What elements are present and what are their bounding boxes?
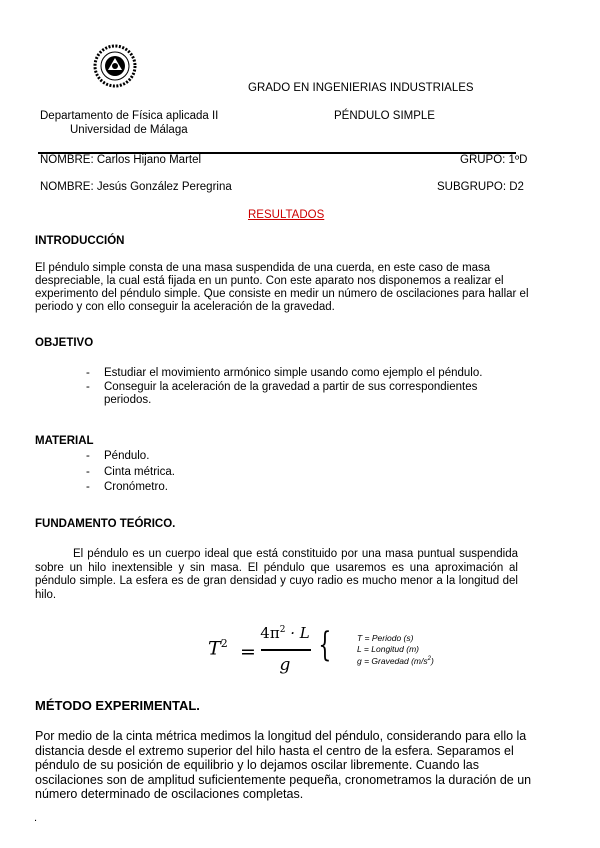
- intro-heading: INTRODUCCIÓN: [35, 235, 125, 247]
- formula-denominator: g: [279, 655, 291, 675]
- student-name-1: NOMBRE: Carlos Hijano Martel: [40, 154, 202, 166]
- formula-legend: [357, 633, 434, 666]
- degree-title: GRADO EN INGENIERIAS INDUSTRIALES: [248, 82, 474, 94]
- university-seal-logo: [93, 44, 137, 88]
- material-list: [86, 449, 526, 496]
- legend-item: T = Periodo (s): [357, 633, 414, 643]
- objective-heading: OBJETIVO: [35, 337, 94, 349]
- subgroup-label: SUBGRUPO: D2: [437, 181, 524, 193]
- department-name: Departamento de Física aplicada II: [40, 110, 219, 122]
- theory-heading: FUNDAMENTO TEÓRICO.: [35, 518, 176, 530]
- theory-paragraph: El péndulo es un cuerpo ideal que está constituido por una masa puntual suspendida sobre un hilo inextensible y sin masa. El péndulo que usaremos es una aproximación al péndulo simple. La esfera es de gran densidad y cuyo radio es mucho menor a la longitud del hilo.: [35, 548, 518, 601]
- material-heading: MATERIAL: [35, 435, 94, 447]
- trailing-mark: .: [34, 812, 38, 824]
- list-item: - Cinta métrica.: [86, 465, 526, 481]
- legend-item: g = Gravedad $(m/s^2)$: [357, 655, 434, 666]
- list-item: - Conseguir la aceleración de la gravedad a partir de sus correspondientes periodos.: [86, 381, 496, 408]
- equals-sign: =: [240, 641, 256, 663]
- formula-numerator: $4\pi^2 \cdot L$: [260, 624, 310, 642]
- intro-paragraph: El péndulo simple consta de una masa suspendida de una cuerda, en este caso de masa despreciable, la cual está fijada en un punto. Con este aparato nos disponemos a realizar el experimento del péndulo simple. Que consiste en medir un número de oscilaciones para hallar el periodo y con ello conseguir la aceleración de la gravedad.: [35, 262, 529, 313]
- list-item: - Péndulo.: [86, 449, 526, 465]
- legend-item: L = Longitud (m): [357, 643, 419, 654]
- list-item: - Estudiar el movimiento armónico simple usando como ejemplo el péndulo.: [86, 367, 526, 381]
- group-label: GRUPO: 1ºD: [460, 154, 528, 166]
- method-paragraph: Por medio de la cinta métrica medimos la longitud del péndulo, considerando para ello la distancia desde el extremo superior del hilo hasta el centro de la esfera. Separamos el péndulo de su posición de equilibrio y lo dejamos oscilar libremente. Cuando las oscilaciones son de amplitud suficientemente pequeña, cronometramos la duración de un número determinado de oscilaciones completas.: [35, 729, 532, 801]
- formula-lhs: $T^2$: [208, 637, 228, 660]
- results-title: RESULTADOS: [248, 209, 325, 221]
- objective-list: [86, 367, 526, 408]
- experiment-title: PÉNDULO SIMPLE: [334, 110, 435, 122]
- brace-icon: {: [318, 625, 332, 665]
- university-name: Universidad de Málaga: [70, 124, 188, 136]
- student-name-2: NOMBRE: Jesús González Peregrina: [40, 181, 232, 193]
- method-heading: MÉTODO EXPERIMENTAL.: [35, 698, 200, 713]
- list-item: - Cronómetro.: [86, 480, 526, 496]
- fraction-bar: [261, 649, 311, 651]
